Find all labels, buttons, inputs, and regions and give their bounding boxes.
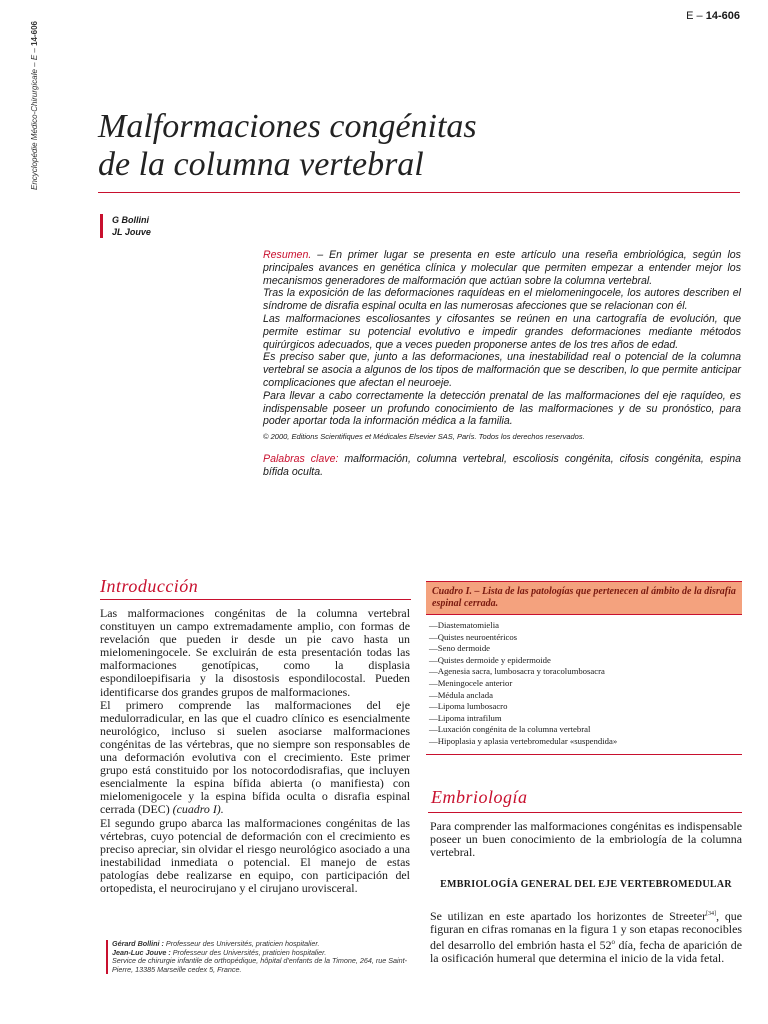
abstract-paragraph: Para llevar a cabo correctamente la detección prenatal de las malformaciones del eje raquídeo, es indispensable poseer un profundo conocimiento de las malformaciones y de su pronóstico, para poder aportar toda la información médica a la familia. <box>263 389 741 428</box>
table-box <box>426 581 742 755</box>
list-item: — Seno dermoide <box>429 643 742 655</box>
abstract-paragraph: Las malformaciones escoliosantes y cifosantes se reúnen en una cartografía de evolución, que permite estimar su potencial evolutivo e impedir grandes deformaciones mediante métodos quirúrgicos adecuados, que a veces pueden proponerse antes de los tres años de edad. <box>263 312 741 351</box>
abstract-paragraph <box>263 249 741 287</box>
citation-reference: [34] <box>706 911 717 917</box>
article-title <box>98 108 477 184</box>
list-item: — Quistes neuroentéricos <box>429 632 742 644</box>
list-item: — Luxación congénita de la columna vertebral <box>429 724 742 736</box>
list-item: — Hipoplasia y aplasia vertebromedular «suspendida» <box>429 736 742 748</box>
intro-paragraph: Las malformaciones congénitas de la columna vertebral constituyen un campo extremadamente amplio, con formas de revelación que pueden ir desde un pie cavo hasta un mielomeningocele. Se excluirán de esta presentación todas las malformaciones genotípicas, como la displasia espondiloepifisaria y la disostosis espondilocostal. Pueden identificarse dos grandes grupos de malformaciones. <box>100 606 410 699</box>
intro-paragraph-text: El primero comprende las malformaciones del eje medulorradicular, en las que el cuadro clínico es esencialmente neurológico, incluso si suelen asociarse malformaciones congénitas de las vértebras, que no siempre son responsables de una deformación evolutiva con el crecimiento. Este primer grupo está constituido por los notocordodisrafias, que incluyen esencialmente la espina bífida abierta (o manifiesta) con mielomenigocele y la espina bífida oculta o disrafia espinal cerrada (DEC) <box>100 697 410 817</box>
table-reference: (cuadro I). <box>172 802 224 817</box>
title-divider <box>98 192 740 193</box>
author-name: G Bollini <box>112 215 149 225</box>
author-name: JL Jouve <box>112 227 151 237</box>
intro-heading: Introducción <box>100 576 199 596</box>
reference-prefix: E – <box>686 10 703 22</box>
embriologia-text: Se utilizan en este apartado los horizontes de Streeter <box>430 908 707 923</box>
intro-heading-rule <box>100 599 411 600</box>
embriologia-text: día, fecha de aparición de la osificación humeral que determina el inicio de la vida fetal. <box>430 938 742 966</box>
affiliation-text: Professeur des Universités, praticien hospitalier. <box>163 939 320 948</box>
table-bottom-rule <box>426 754 742 755</box>
affiliation-name: Gérard Bollini : <box>112 939 164 948</box>
title-line-2: de la columna vertebral <box>98 146 424 183</box>
table-list <box>429 620 742 748</box>
embriologia-paragraph <box>430 908 742 965</box>
keywords <box>263 453 741 479</box>
author-affiliations <box>106 940 417 974</box>
keywords-text: malformación, columna vertebral, escoliosis congénita, cifosis congénita, espina bífida oculta. <box>263 453 741 478</box>
embriologia-intro <box>430 820 742 859</box>
embriologia-text: , que figuran en cifras romanas en la figura 1 y son etapas reconocibles del desarrollo del embrión hasta el 52 <box>430 908 742 953</box>
intro-body <box>100 607 410 895</box>
intro-paragraph <box>100 699 410 817</box>
list-item: — Agenesia sacra, lumbosacra y toracolumbosacra <box>429 666 742 678</box>
list-item: — Quistes dermoide y epidermoide <box>429 655 742 667</box>
reference-number: 14-606 <box>705 10 740 22</box>
abstract-lead: Resumen. <box>263 249 312 261</box>
embriologia-heading: Embriología <box>431 787 528 807</box>
abstract-paragraph: Tras la exposición de las deformaciones raquídeas en el mielomeningocele, los autores describen el síndrome de disrafia espinal oculta en las numerosas afecciones que se relacionan con él. <box>263 287 741 313</box>
title-line-1: Malformaciones congénitas <box>98 108 477 145</box>
affiliation-address: Service de chirurgie infantile de orthopédique, hôpital d'enfants de la Timone, 264, rue Saint-Pierre, 13385 Marseille cedex 5, France. <box>112 956 407 974</box>
ordinal-superscript: o <box>611 938 616 947</box>
abstract-paragraph: Es preciso saber que, junto a las deformaciones, una inestabilidad real o potencial de la columna vertebral se asocia a algunos de los tipos de malformación que se describen, lo que permite anticipar complicaciones que afectan el neuroeje. <box>263 351 741 389</box>
author-list <box>100 214 151 238</box>
side-label-number: 14-606 <box>30 20 39 46</box>
list-item: — Lipoma lumbosacro <box>429 701 742 713</box>
embriologia-paragraph: Para comprender las malformaciones congénitas es indispensable poseer un buen conocimiento de la embriología de la columna vertebral. <box>430 819 742 860</box>
embriologia-heading-rule <box>428 812 742 813</box>
list-item: — Meningocele anterior <box>429 678 742 690</box>
abstract-text: – En primer lugar se presenta en este artículo una reseña embriológica, según los principales avances en genética clínica y molecular que permiten empezar a entender mejor los mecanismos generadores de malformación que actúan sobre la columna vertebral. <box>263 249 741 287</box>
table-title: Cuadro I. – Lista de las patologías que pertenecen al ámbito de la disrafia espinal cerrada. <box>426 581 742 615</box>
page-reference <box>686 10 740 22</box>
abstract <box>263 249 741 479</box>
list-item: — Diastematomielia <box>429 620 742 632</box>
affiliation-name: Jean-Luc Jouve : <box>112 947 171 957</box>
affiliation-text: Professeur des Universités, praticien hospitalier. <box>170 947 327 957</box>
subsection-heading: EMBRIOLOGÍA GENERAL DEL EJE VERTEBROMEDULAR <box>440 879 732 890</box>
intro-paragraph: El segundo grupo abarca las malformaciones congénitas de las vértebras, cuyo potencial de deformación con el crecimiento es preciso apreciar, sin olvidar el riesgo neurológico asociado a una inestabilidad inmediata o potencial. El manejo de estas patologías debe realizarse en equipo, con participación del ortopedista, el neurocirujano y el cirujano urovisceral. <box>100 815 410 895</box>
keywords-label: Palabras clave: <box>263 453 339 466</box>
list-item: — Lipoma intrafilum <box>429 713 742 725</box>
copyright-notice: © 2000, Editions Scientifiques et Médicales Elsevier SAS, París. Todos los derechos reservados. <box>263 432 585 442</box>
list-item: — Médula anclada <box>429 690 742 702</box>
embriologia-body <box>430 908 742 965</box>
side-label-text: Encyclopédie Médico-Chirurgicale – E – <box>30 48 39 190</box>
side-label <box>30 21 39 190</box>
